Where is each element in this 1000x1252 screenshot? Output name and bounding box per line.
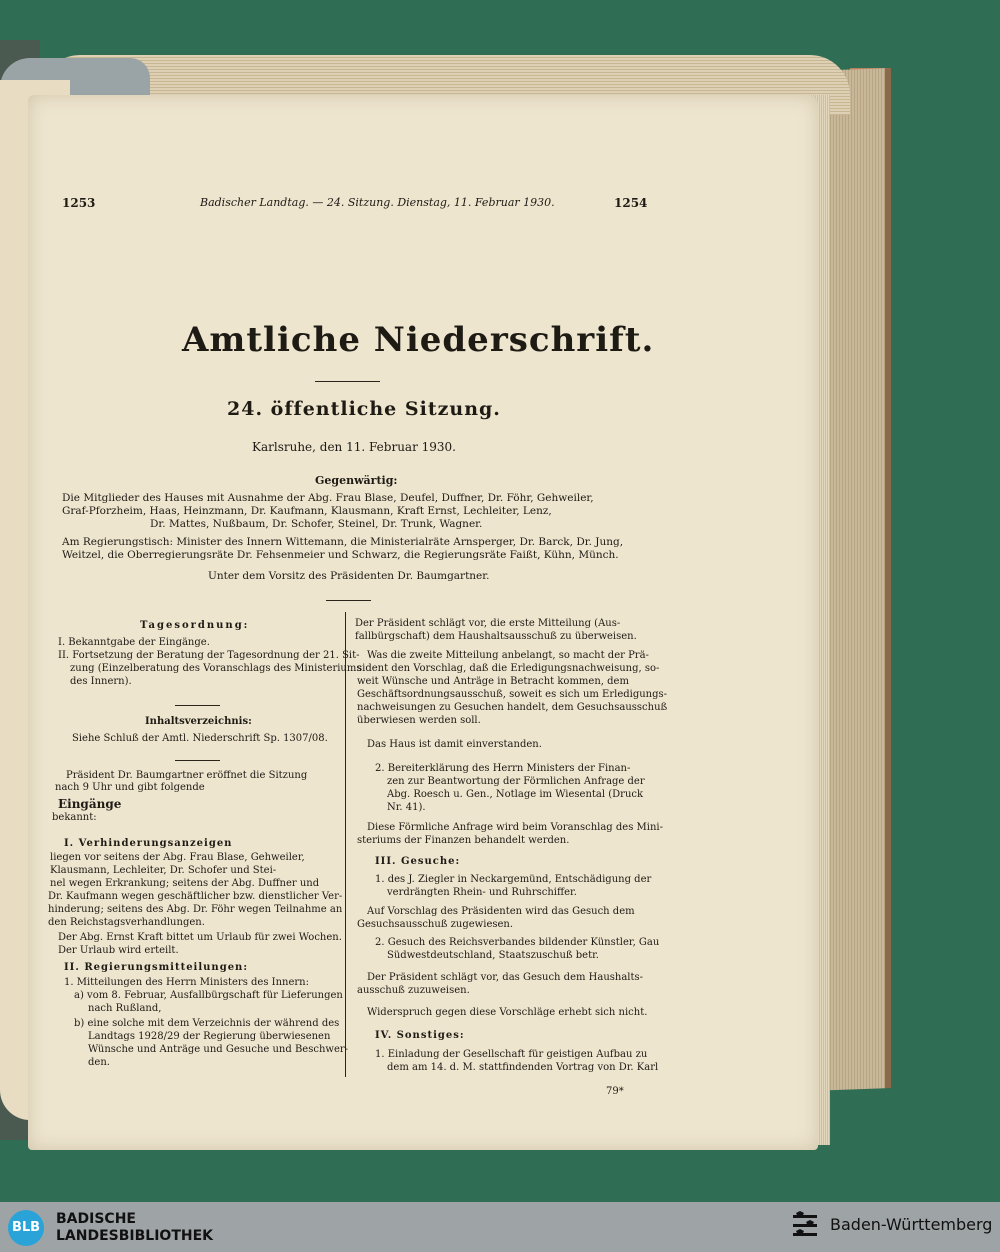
library-name-line2: LANDESBIBLIOTHEK xyxy=(56,1228,214,1244)
library-name-line1: BADISCHE xyxy=(56,1211,136,1227)
agenda-rule xyxy=(175,705,220,706)
place-date: Karlsruhe, den 11. Februar 1930. xyxy=(252,440,456,454)
right-col-line: dem am 14. d. M. stattfindenden Vortrag von Dr. Karl xyxy=(387,1062,659,1073)
agenda-line: des Innern). xyxy=(70,676,132,687)
library-name[interactable] xyxy=(56,1211,213,1245)
left-col-line: Dr. Kaufmann wegen geschäftlicher bzw. dienstlicher Ver- xyxy=(48,891,343,902)
right-col-line: Der Präsident schlägt vor, die erste Mitteilung (Aus- xyxy=(355,618,621,629)
government-line: Am Regierungstisch: Minister des Innern Wittemann, die Ministerialräte Arnsperger, Dr. Barck, Dr. Jung, xyxy=(62,536,624,548)
right-col-line: Widerspruch gegen diese Vorschläge erhebt sich nicht. xyxy=(367,1007,648,1018)
contents-rule xyxy=(175,760,220,761)
agenda-heading: Tagesordnung: xyxy=(140,620,250,631)
right-col-line: steriums der Finanzen behandelt werden. xyxy=(357,835,570,846)
right-col-line: 1. des J. Ziegler in Neckargemünd, Entschädigung der xyxy=(375,874,652,885)
left-col-line: hinderung; seitens des Abg. Dr. Föhr wegen Teilnahme an xyxy=(48,904,343,915)
government-line: Weitzel, die Oberregierungsräte Dr. Fehsenmeier und Schwarz, die Regierungsräte Faißt, Kühn, Münch. xyxy=(62,549,619,561)
contents-heading: Inhaltsverzeichnis: xyxy=(145,716,252,727)
right-col-line: 2. Gesuch des Reichsverbandes bildender Künstler, Gau xyxy=(375,937,660,948)
right-col-line: fallbürgschaft) dem Haushaltsausschuß zu überweisen. xyxy=(355,631,637,642)
right-col-line: 1. Einladung der Gesellschaft für geistigen Aufbau zu xyxy=(375,1049,648,1060)
column-divider xyxy=(345,612,346,1077)
right-col-line: IV. Sonstiges: xyxy=(375,1030,465,1041)
present-heading: Gegenwärtig: xyxy=(315,474,398,487)
signature-mark: 79* xyxy=(606,1086,624,1097)
right-col-line: Auf Vorschlag des Präsidenten wird das Gesuch dem xyxy=(367,906,635,917)
right-col-line: 2. Bereiterklärung des Herrn Ministers der Finan- xyxy=(375,763,631,774)
left-col-line: Präsident Dr. Baumgartner eröffnet die Sitzung xyxy=(66,770,308,781)
right-col-line: Nr. 41). xyxy=(387,802,426,813)
left-col-line: den. xyxy=(88,1057,110,1068)
session-subtitle: 24. öffentliche Sitzung. xyxy=(227,398,501,420)
left-col-line: b) eine solche mit dem Verzeichnis der während des xyxy=(74,1018,340,1029)
right-col-line: weit Wünsche und Anträge in Betracht kommen, dem xyxy=(357,676,629,687)
left-col-line: a) vom 8. Februar, Ausfallbürgschaft für Lieferungen xyxy=(74,990,343,1001)
left-col-line: 1. Mitteilungen des Herrn Ministers des Innern: xyxy=(64,977,309,988)
left-col-line: I. Verhinderungsanzeigen xyxy=(64,838,233,849)
right-col-line: Abg. Roesch u. Gen., Notlage im Wiesental (Druck xyxy=(387,789,644,800)
state-name[interactable]: Baden-Württemberg xyxy=(830,1215,993,1234)
right-col-line: nachweisungen zu Gesuchen handelt, dem Gesuchsausschuß xyxy=(357,702,668,713)
right-col-line: III. Gesuche: xyxy=(375,856,461,867)
left-col-line: II. Regierungsmitteilungen: xyxy=(64,962,249,973)
left-page-number: 1253 xyxy=(62,196,96,210)
chair-line: Unter dem Vorsitz des Präsidenten Dr. Baumgartner. xyxy=(208,570,490,582)
agenda-line: I. Bekanntgabe der Eingänge. xyxy=(58,637,210,648)
left-col-line: nach 9 Uhr und gibt folgende xyxy=(55,782,205,793)
right-col-line: sident den Vorschlag, daß die Erledigungsnachweisung, so- xyxy=(357,663,660,674)
right-col-line: Geschäftsordnungsausschuß, soweit es sich um Erledigungs- xyxy=(357,689,668,700)
right-page-number: 1254 xyxy=(614,196,648,210)
left-col-line: Landtags 1928/29 der Regierung überwiesenen xyxy=(88,1031,331,1042)
left-col-line: Wünsche und Anträge und Gesuche und Beschwer- xyxy=(88,1044,349,1055)
members-line: Dr. Mattes, Nußbaum, Dr. Schofer, Steinel, Dr. Trunk, Wagner. xyxy=(150,518,483,530)
right-col-line: verdrängten Rhein- und Ruhrschiffer. xyxy=(387,887,577,898)
right-col-line: überwiesen werden soll. xyxy=(357,715,481,726)
right-col-line: Diese Förmliche Anfrage wird beim Voranschlag des Mini- xyxy=(367,822,663,833)
agenda-line: zung (Einzelberatung des Voranschlags des Ministeriums xyxy=(70,663,362,674)
title-rule xyxy=(315,381,380,382)
right-col-line: Der Präsident schlägt vor, das Gesuch dem Haushalts- xyxy=(367,972,644,983)
right-col-line: ausschuß zuzuweisen. xyxy=(357,985,470,996)
members-line: Graf-Pforzheim, Haas, Heinzmann, Dr. Kaufmann, Klausmann, Kraft Ernst, Lechleiter, Lenz, xyxy=(62,505,552,517)
blb-logo[interactable]: BLB xyxy=(8,1210,44,1246)
left-col-line: Klausmann, Lechleiter, Dr. Schofer und Stei- xyxy=(50,865,277,876)
left-col-line: Eingänge xyxy=(58,797,122,811)
section-rule xyxy=(326,600,371,601)
right-col-line: zen zur Beantwortung der Förmlichen Anfrage der xyxy=(387,776,645,787)
state-coat-of-arms-icon xyxy=(790,1210,820,1244)
agenda-line: II. Fortsetzung der Beratung der Tagesordnung der 21. Sit- xyxy=(58,650,360,661)
left-col-line: liegen vor seitens der Abg. Frau Blase, Gehweiler, xyxy=(50,852,305,863)
running-title: Badischer Landtag. — 24. Sitzung. Dienstag, 11. Februar 1930. xyxy=(200,196,555,209)
left-col-line: nach Rußland, xyxy=(88,1003,162,1014)
right-col-line: Das Haus ist damit einverstanden. xyxy=(367,739,542,750)
left-col-line: bekannt: xyxy=(52,812,97,823)
left-col-line: Der Urlaub wird erteilt. xyxy=(58,945,179,956)
right-col-line: Gesuchsausschuß zugewiesen. xyxy=(357,919,514,930)
members-line: Die Mitglieder des Hauses mit Ausnahme der Abg. Frau Blase, Deufel, Duffner, Dr. Föhr, Gehweiler, xyxy=(62,492,594,504)
right-col-line: Was die zweite Mitteilung anbelangt, so macht der Prä- xyxy=(367,650,649,661)
right-col-line: Südwestdeutschland, Staatszuschuß betr. xyxy=(387,950,599,961)
left-col-line: Der Abg. Ernst Kraft bittet um Urlaub für zwei Wochen. xyxy=(58,932,342,943)
left-col-line: den Reichstagsverhandlungen. xyxy=(48,917,205,928)
left-col-line: nel wegen Erkrankung; seitens der Abg. Duffner und xyxy=(50,878,320,889)
document-title: Amtliche Niederschrift. xyxy=(182,320,655,360)
contents-line: Siehe Schluß der Amtl. Niederschrift Sp. 1307/08. xyxy=(72,733,328,744)
